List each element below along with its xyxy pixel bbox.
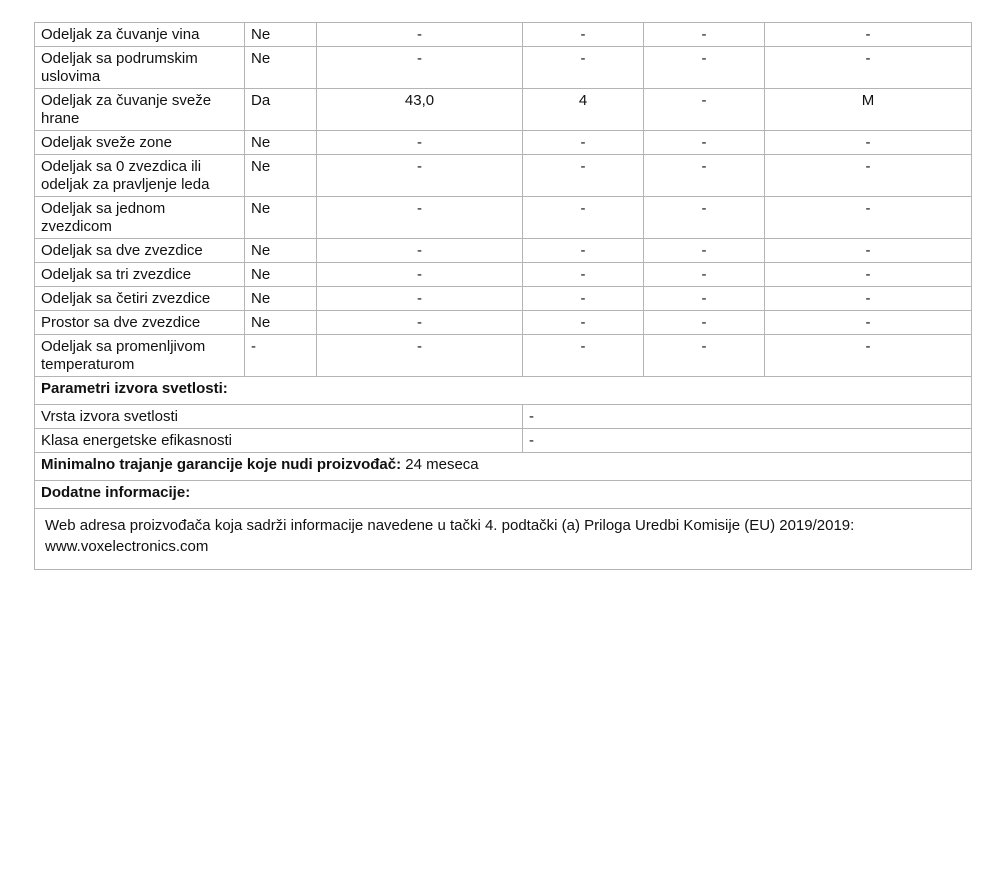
compartment-name: Odeljak za čuvanje sveže hrane bbox=[35, 89, 245, 131]
compartment-col4: - bbox=[523, 311, 644, 335]
light-row bbox=[35, 429, 972, 453]
light-row-label: Vrsta izvora svetlosti bbox=[35, 405, 523, 429]
compartment-col3: - bbox=[317, 335, 523, 377]
compartment-present: Ne bbox=[245, 131, 317, 155]
compartment-present: Ne bbox=[245, 287, 317, 311]
compartment-col5: - bbox=[644, 23, 765, 47]
compartment-col3: 43,0 bbox=[317, 89, 523, 131]
table-row bbox=[35, 155, 972, 197]
compartment-col3: - bbox=[317, 23, 523, 47]
compartment-name: Prostor sa dve zvezdice bbox=[35, 311, 245, 335]
additional-heading-row bbox=[35, 481, 972, 509]
light-row-value: - bbox=[523, 429, 972, 453]
compartment-name: Odeljak sveže zone bbox=[35, 131, 245, 155]
warranty-value: 24 meseca bbox=[405, 456, 479, 473]
table-row bbox=[35, 197, 972, 239]
compartment-name: Odeljak sa jednom zvezdicom bbox=[35, 197, 245, 239]
compartment-col4: - bbox=[523, 47, 644, 89]
compartment-col3: - bbox=[317, 263, 523, 287]
light-row bbox=[35, 405, 972, 429]
table-row bbox=[35, 263, 972, 287]
table-row bbox=[35, 287, 972, 311]
compartment-col5: - bbox=[644, 131, 765, 155]
compartment-col4: - bbox=[523, 131, 644, 155]
additional-heading: Dodatne informacije: bbox=[35, 481, 972, 509]
compartment-col4: - bbox=[523, 263, 644, 287]
table-row bbox=[35, 311, 972, 335]
compartment-col5: - bbox=[644, 155, 765, 197]
compartment-col3: - bbox=[317, 311, 523, 335]
compartment-col4: - bbox=[523, 287, 644, 311]
compartment-col6: - bbox=[765, 47, 972, 89]
compartment-col6: - bbox=[765, 131, 972, 155]
compartment-rows bbox=[35, 23, 972, 377]
table-row bbox=[35, 23, 972, 47]
compartment-col3: - bbox=[317, 131, 523, 155]
warranty-label: Minimalno trajanje garancije koje nudi proizvođač: bbox=[41, 456, 402, 473]
compartment-col5: - bbox=[644, 47, 765, 89]
compartment-col6: - bbox=[765, 197, 972, 239]
compartment-present: Da bbox=[245, 89, 317, 131]
compartment-col6: - bbox=[765, 263, 972, 287]
compartment-col3: - bbox=[317, 287, 523, 311]
compartment-col4: 4 bbox=[523, 89, 644, 131]
compartment-col5: - bbox=[644, 263, 765, 287]
compartment-present: Ne bbox=[245, 239, 317, 263]
compartment-col5: - bbox=[644, 335, 765, 377]
compartment-col5: - bbox=[644, 239, 765, 263]
compartment-present: Ne bbox=[245, 47, 317, 89]
footer-rows bbox=[35, 377, 972, 570]
compartment-col4: - bbox=[523, 23, 644, 47]
warranty-row bbox=[35, 453, 972, 481]
compartment-name: Odeljak sa podrumskim uslovima bbox=[35, 47, 245, 89]
compartment-col5: - bbox=[644, 89, 765, 131]
table-row bbox=[35, 239, 972, 263]
compartment-name: Odeljak sa dve zvezdice bbox=[35, 239, 245, 263]
compartment-name: Odeljak sa 0 zvezdica ili odeljak za pravljenje leda bbox=[35, 155, 245, 197]
compartment-present: Ne bbox=[245, 23, 317, 47]
light-heading-row bbox=[35, 377, 972, 405]
compartment-col6: M bbox=[765, 89, 972, 131]
table-row bbox=[35, 47, 972, 89]
compartment-present: Ne bbox=[245, 155, 317, 197]
compartment-table bbox=[34, 22, 972, 570]
compartment-col3: - bbox=[317, 47, 523, 89]
compartment-name: Odeljak za čuvanje vina bbox=[35, 23, 245, 47]
light-row-label: Klasa energetske efikasnosti bbox=[35, 429, 523, 453]
compartment-col4: - bbox=[523, 197, 644, 239]
compartment-col5: - bbox=[644, 287, 765, 311]
compartment-col6: - bbox=[765, 239, 972, 263]
compartment-present: - bbox=[245, 335, 317, 377]
web-address-text: Web adresa proizvođača koja sadrži informacije navedene u tački 4. podtački (a) Priloga Uredbi Komisije (EU) 2019/2019: www.voxelectronics.com bbox=[35, 509, 972, 570]
compartment-col6: - bbox=[765, 287, 972, 311]
table-row bbox=[35, 89, 972, 131]
compartment-col3: - bbox=[317, 197, 523, 239]
compartment-name: Odeljak sa promenljivom temperaturom bbox=[35, 335, 245, 377]
table-row bbox=[35, 335, 972, 377]
table-row bbox=[35, 131, 972, 155]
compartment-col6: - bbox=[765, 311, 972, 335]
compartment-col5: - bbox=[644, 311, 765, 335]
compartment-col4: - bbox=[523, 335, 644, 377]
compartment-col4: - bbox=[523, 239, 644, 263]
compartment-col3: - bbox=[317, 155, 523, 197]
compartment-present: Ne bbox=[245, 197, 317, 239]
warranty-cell bbox=[35, 453, 972, 481]
compartment-col6: - bbox=[765, 155, 972, 197]
compartment-col6: - bbox=[765, 335, 972, 377]
compartment-present: Ne bbox=[245, 311, 317, 335]
web-address-row bbox=[35, 509, 972, 570]
compartment-col3: - bbox=[317, 239, 523, 263]
compartment-present: Ne bbox=[245, 263, 317, 287]
compartment-name: Odeljak sa tri zvezdice bbox=[35, 263, 245, 287]
compartment-name: Odeljak sa četiri zvezdice bbox=[35, 287, 245, 311]
compartment-col5: - bbox=[644, 197, 765, 239]
light-heading: Parametri izvora svetlosti: bbox=[35, 377, 972, 405]
compartment-col4: - bbox=[523, 155, 644, 197]
compartment-col6: - bbox=[765, 23, 972, 47]
light-row-value: - bbox=[523, 405, 972, 429]
